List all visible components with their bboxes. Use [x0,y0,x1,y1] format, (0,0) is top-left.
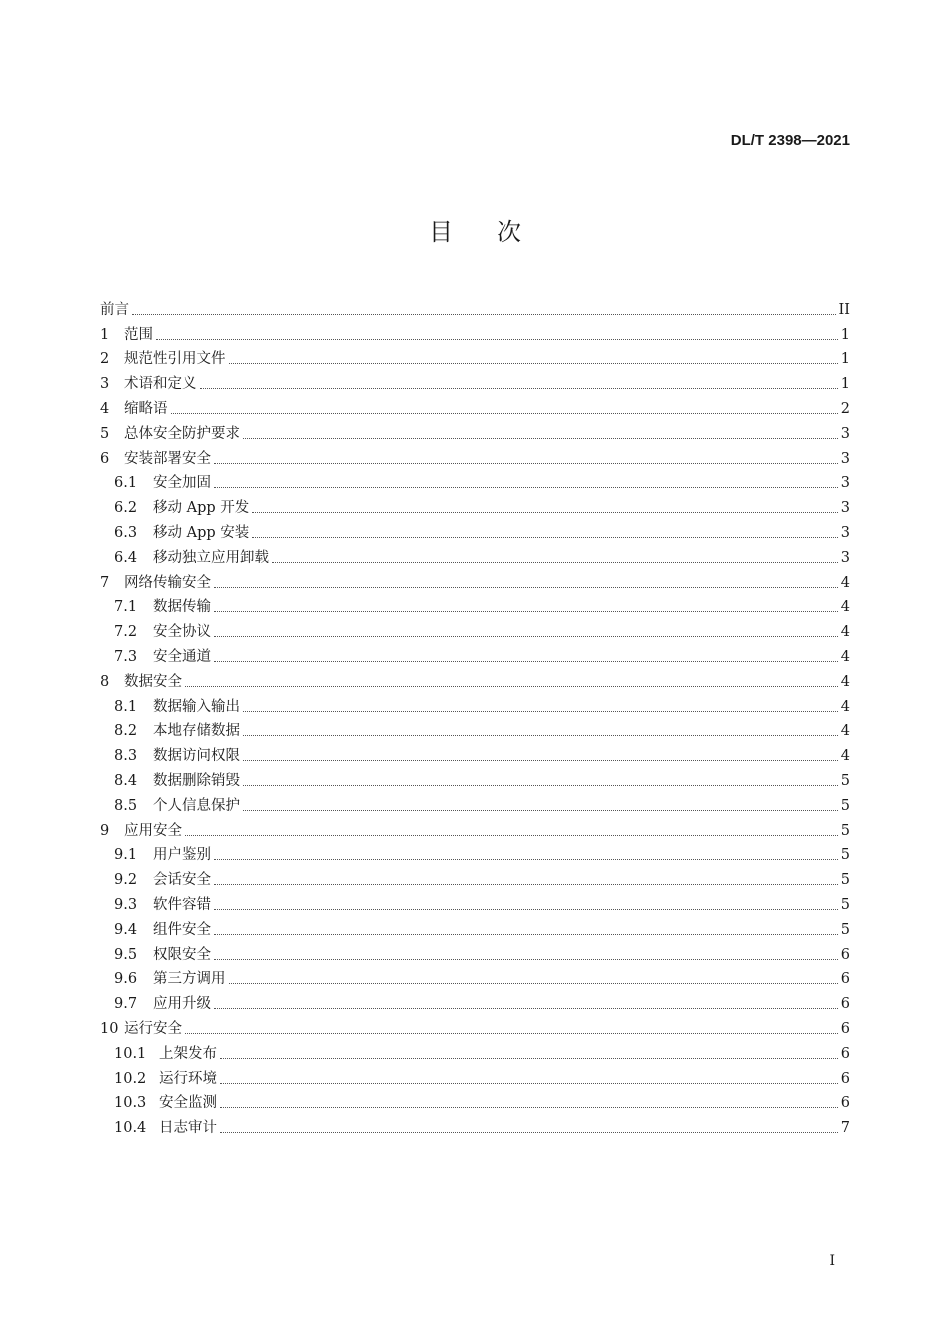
toc-entry[interactable] [100,988,850,1013]
toc-entry-page: 6 [840,996,850,1013]
page-title: 目次 [429,218,565,246]
toc-entry[interactable] [100,592,850,617]
toc-entry[interactable] [100,1063,850,1088]
toc-entry-page: 5 [840,797,850,814]
toc-entry-page: 4 [840,748,850,765]
toc-entry-page: II [838,301,850,318]
toc-entry-number: 8.2 [114,723,138,740]
toc-entry-page: 1 [840,376,850,393]
toc-entry[interactable] [100,840,850,865]
toc-entry-label: 移动 App 安装 [153,524,250,541]
toc-entry-label: 总体安全防护要求 [124,425,240,442]
toc-entry-label: 应用安全 [124,822,182,839]
toc-entry-page: 7 [840,1120,850,1137]
toc-entry-label: 数据删除销毁 [153,772,240,789]
toc-entry-number: 8.4 [114,772,138,789]
dot-leader [214,884,838,885]
toc-entry-number: 7.2 [114,624,138,641]
dot-leader [252,512,838,513]
toc-entry-number: 6 [100,450,110,467]
toc-entry-number: 8.5 [114,797,138,814]
dot-leader [185,1033,838,1034]
toc-entry[interactable] [100,492,850,517]
dot-leader [220,1083,838,1084]
dot-leader [229,983,838,984]
toc-entry-label: 移动 App 开发 [153,500,250,517]
toc-entry[interactable] [100,765,850,790]
toc-entry[interactable] [100,443,850,468]
toc-entry-label: 数据访问权限 [153,748,240,765]
toc-entry-label: 第三方调用 [153,971,226,988]
toc-entry-page: 5 [840,872,850,889]
toc-entry-page: 6 [840,1020,850,1037]
toc-entry-label: 规范性引用文件 [124,351,226,368]
toc-entry-page: 6 [840,946,850,963]
toc-entry-number: 8 [100,673,110,690]
toc-entry-page: 4 [840,673,850,690]
toc-entry-label: 权限安全 [153,946,211,963]
table-of-contents [100,294,850,1137]
toc-entry[interactable] [100,815,850,840]
toc-entry-label: 范围 [124,326,153,343]
dot-leader [200,388,838,389]
dot-leader [243,438,838,439]
toc-entry-number: 9.1 [114,847,138,864]
toc-entry-page: 5 [840,772,850,789]
toc-entry-label: 应用升级 [153,996,211,1013]
toc-entry-number: 7 [100,574,110,591]
toc-entry-page: 6 [840,971,850,988]
toc-entry[interactable] [100,393,850,418]
toc-entry-number: 6.4 [114,549,138,566]
toc-entry-number: 9.6 [114,971,138,988]
toc-entry-page: 3 [840,475,850,492]
toc-entry-page: 4 [840,574,850,591]
page-number: I [829,1253,835,1269]
toc-entry[interactable] [100,1088,850,1113]
dot-leader [214,909,838,910]
toc-entry[interactable] [100,716,850,741]
toc-entry[interactable] [100,939,850,964]
toc-entry-page: 4 [840,723,850,740]
toc-entry-label: 上架发布 [159,1045,217,1062]
toc-entry[interactable] [100,1013,850,1038]
toc-entry-label: 安全通道 [153,648,211,665]
dot-leader [252,537,838,538]
toc-entry-label: 个人信息保护 [153,797,240,814]
toc-entry-label: 前言 [100,301,129,318]
dot-leader [214,661,838,662]
toc-entry[interactable] [100,666,850,691]
toc-entry-number: 8.1 [114,698,138,715]
toc-entry-number: 8.3 [114,748,138,765]
dot-leader [214,487,838,488]
dot-leader [214,859,838,860]
toc-entry-number: 10.4 [114,1120,147,1137]
dot-leader [214,463,838,464]
toc-entry-number: 10.2 [114,1070,147,1087]
toc-entry-number: 5 [100,425,110,442]
toc-entry-label: 移动独立应用卸载 [153,549,269,566]
toc-entry-page: 4 [840,648,850,665]
dot-leader [214,636,838,637]
toc-entry-number: 9.2 [114,872,138,889]
dot-leader [243,810,838,811]
toc-entry-page: 1 [840,326,850,343]
dot-leader [243,711,838,712]
toc-entry-number: 1 [100,326,110,343]
toc-entry-label: 软件容错 [153,896,211,913]
toc-entry-label: 会话安全 [153,872,211,889]
toc-entry-page: 6 [840,1045,850,1062]
toc-entry-page: 6 [840,1095,850,1112]
toc-entry-label: 安全加固 [153,475,211,492]
toc-entry-page: 4 [840,599,850,616]
toc-entry-number: 6.3 [114,524,138,541]
toc-entry-label: 数据安全 [124,673,182,690]
toc-entry-page: 5 [840,822,850,839]
toc-entry[interactable] [100,418,850,443]
toc-entry-label: 术语和定义 [124,376,197,393]
toc-entry-label: 日志审计 [159,1120,217,1137]
toc-entry[interactable] [100,864,850,889]
toc-entry-number: 9.4 [114,921,138,938]
toc-entry-label: 网络传输安全 [124,574,211,591]
toc-entry-label: 用户鉴别 [153,847,211,864]
dot-leader [220,1107,838,1108]
dot-leader [243,760,838,761]
toc-entry-page: 4 [840,624,850,641]
toc-entry-number: 9.5 [114,946,138,963]
toc-entry-number: 4 [100,400,110,417]
toc-entry-page: 2 [840,400,850,417]
toc-entry-page: 5 [840,847,850,864]
toc-entry[interactable] [100,616,850,641]
toc-entry-number: 9.7 [114,996,138,1013]
dot-leader [132,314,836,315]
toc-entry-page: 5 [840,921,850,938]
toc-entry-number: 10 [100,1020,119,1037]
dot-leader [185,835,838,836]
toc-entry-label: 本地存储数据 [153,723,240,740]
toc-entry-number: 3 [100,376,110,393]
toc-entry-number: 6.2 [114,500,138,517]
toc-entry-number: 2 [100,351,110,368]
toc-entry[interactable] [100,691,850,716]
toc-entry[interactable] [100,1112,850,1137]
toc-entry-label: 组件安全 [153,921,211,938]
dot-leader [272,562,838,563]
toc-entry[interactable] [100,964,850,989]
toc-entry[interactable] [100,319,850,344]
dot-leader [243,785,838,786]
toc-entry-number: 9 [100,822,110,839]
dot-leader [220,1132,838,1133]
toc-entry[interactable] [100,368,850,393]
document-code: DL/T 2398—2021 [730,132,850,149]
dot-leader [156,339,838,340]
dot-leader [229,363,838,364]
dot-leader [220,1058,838,1059]
toc-entry[interactable] [100,344,850,369]
toc-entry-label: 运行安全 [124,1020,182,1037]
toc-entry-label: 数据传输 [153,599,211,616]
toc-entry-label: 安全监测 [159,1095,217,1112]
toc-entry-label: 数据输入输出 [153,698,240,715]
toc-entry[interactable] [100,468,850,493]
toc-entry-label: 运行环境 [159,1070,217,1087]
dot-leader [214,959,838,960]
toc-entry[interactable] [100,790,850,815]
toc-entry-number: 10.1 [114,1045,147,1062]
toc-entry[interactable] [100,567,850,592]
toc-entry[interactable] [100,914,850,939]
toc-entry-number: 9.3 [114,896,138,913]
toc-entry-page: 4 [840,698,850,715]
toc-entry-label: 安全协议 [153,624,211,641]
toc-entry-page: 6 [840,1070,850,1087]
dot-leader [171,413,838,414]
dot-leader [214,611,838,612]
toc-entry-page: 5 [840,896,850,913]
toc-entry-label: 缩略语 [124,400,168,417]
toc-entry-page: 3 [840,524,850,541]
toc-entry-page: 3 [840,549,850,566]
toc-entry-page: 3 [840,450,850,467]
toc-entry[interactable] [100,740,850,765]
toc-entry[interactable] [100,1038,850,1063]
toc-entry-number: 10.3 [114,1095,147,1112]
toc-entry[interactable] [100,542,850,567]
toc-entry[interactable] [100,294,850,319]
toc-entry-label: 安装部署安全 [124,450,211,467]
toc-entry[interactable] [100,641,850,666]
toc-entry-page: 1 [840,351,850,368]
toc-entry-number: 7.3 [114,648,138,665]
toc-entry-number: 7.1 [114,599,138,616]
dot-leader [185,686,838,687]
toc-entry-page: 3 [840,500,850,517]
dot-leader [214,934,838,935]
toc-entry[interactable] [100,889,850,914]
toc-entry[interactable] [100,517,850,542]
dot-leader [214,587,838,588]
dot-leader [214,1008,838,1009]
toc-entry-number: 6.1 [114,475,138,492]
dot-leader [243,735,838,736]
toc-entry-page: 3 [840,425,850,442]
